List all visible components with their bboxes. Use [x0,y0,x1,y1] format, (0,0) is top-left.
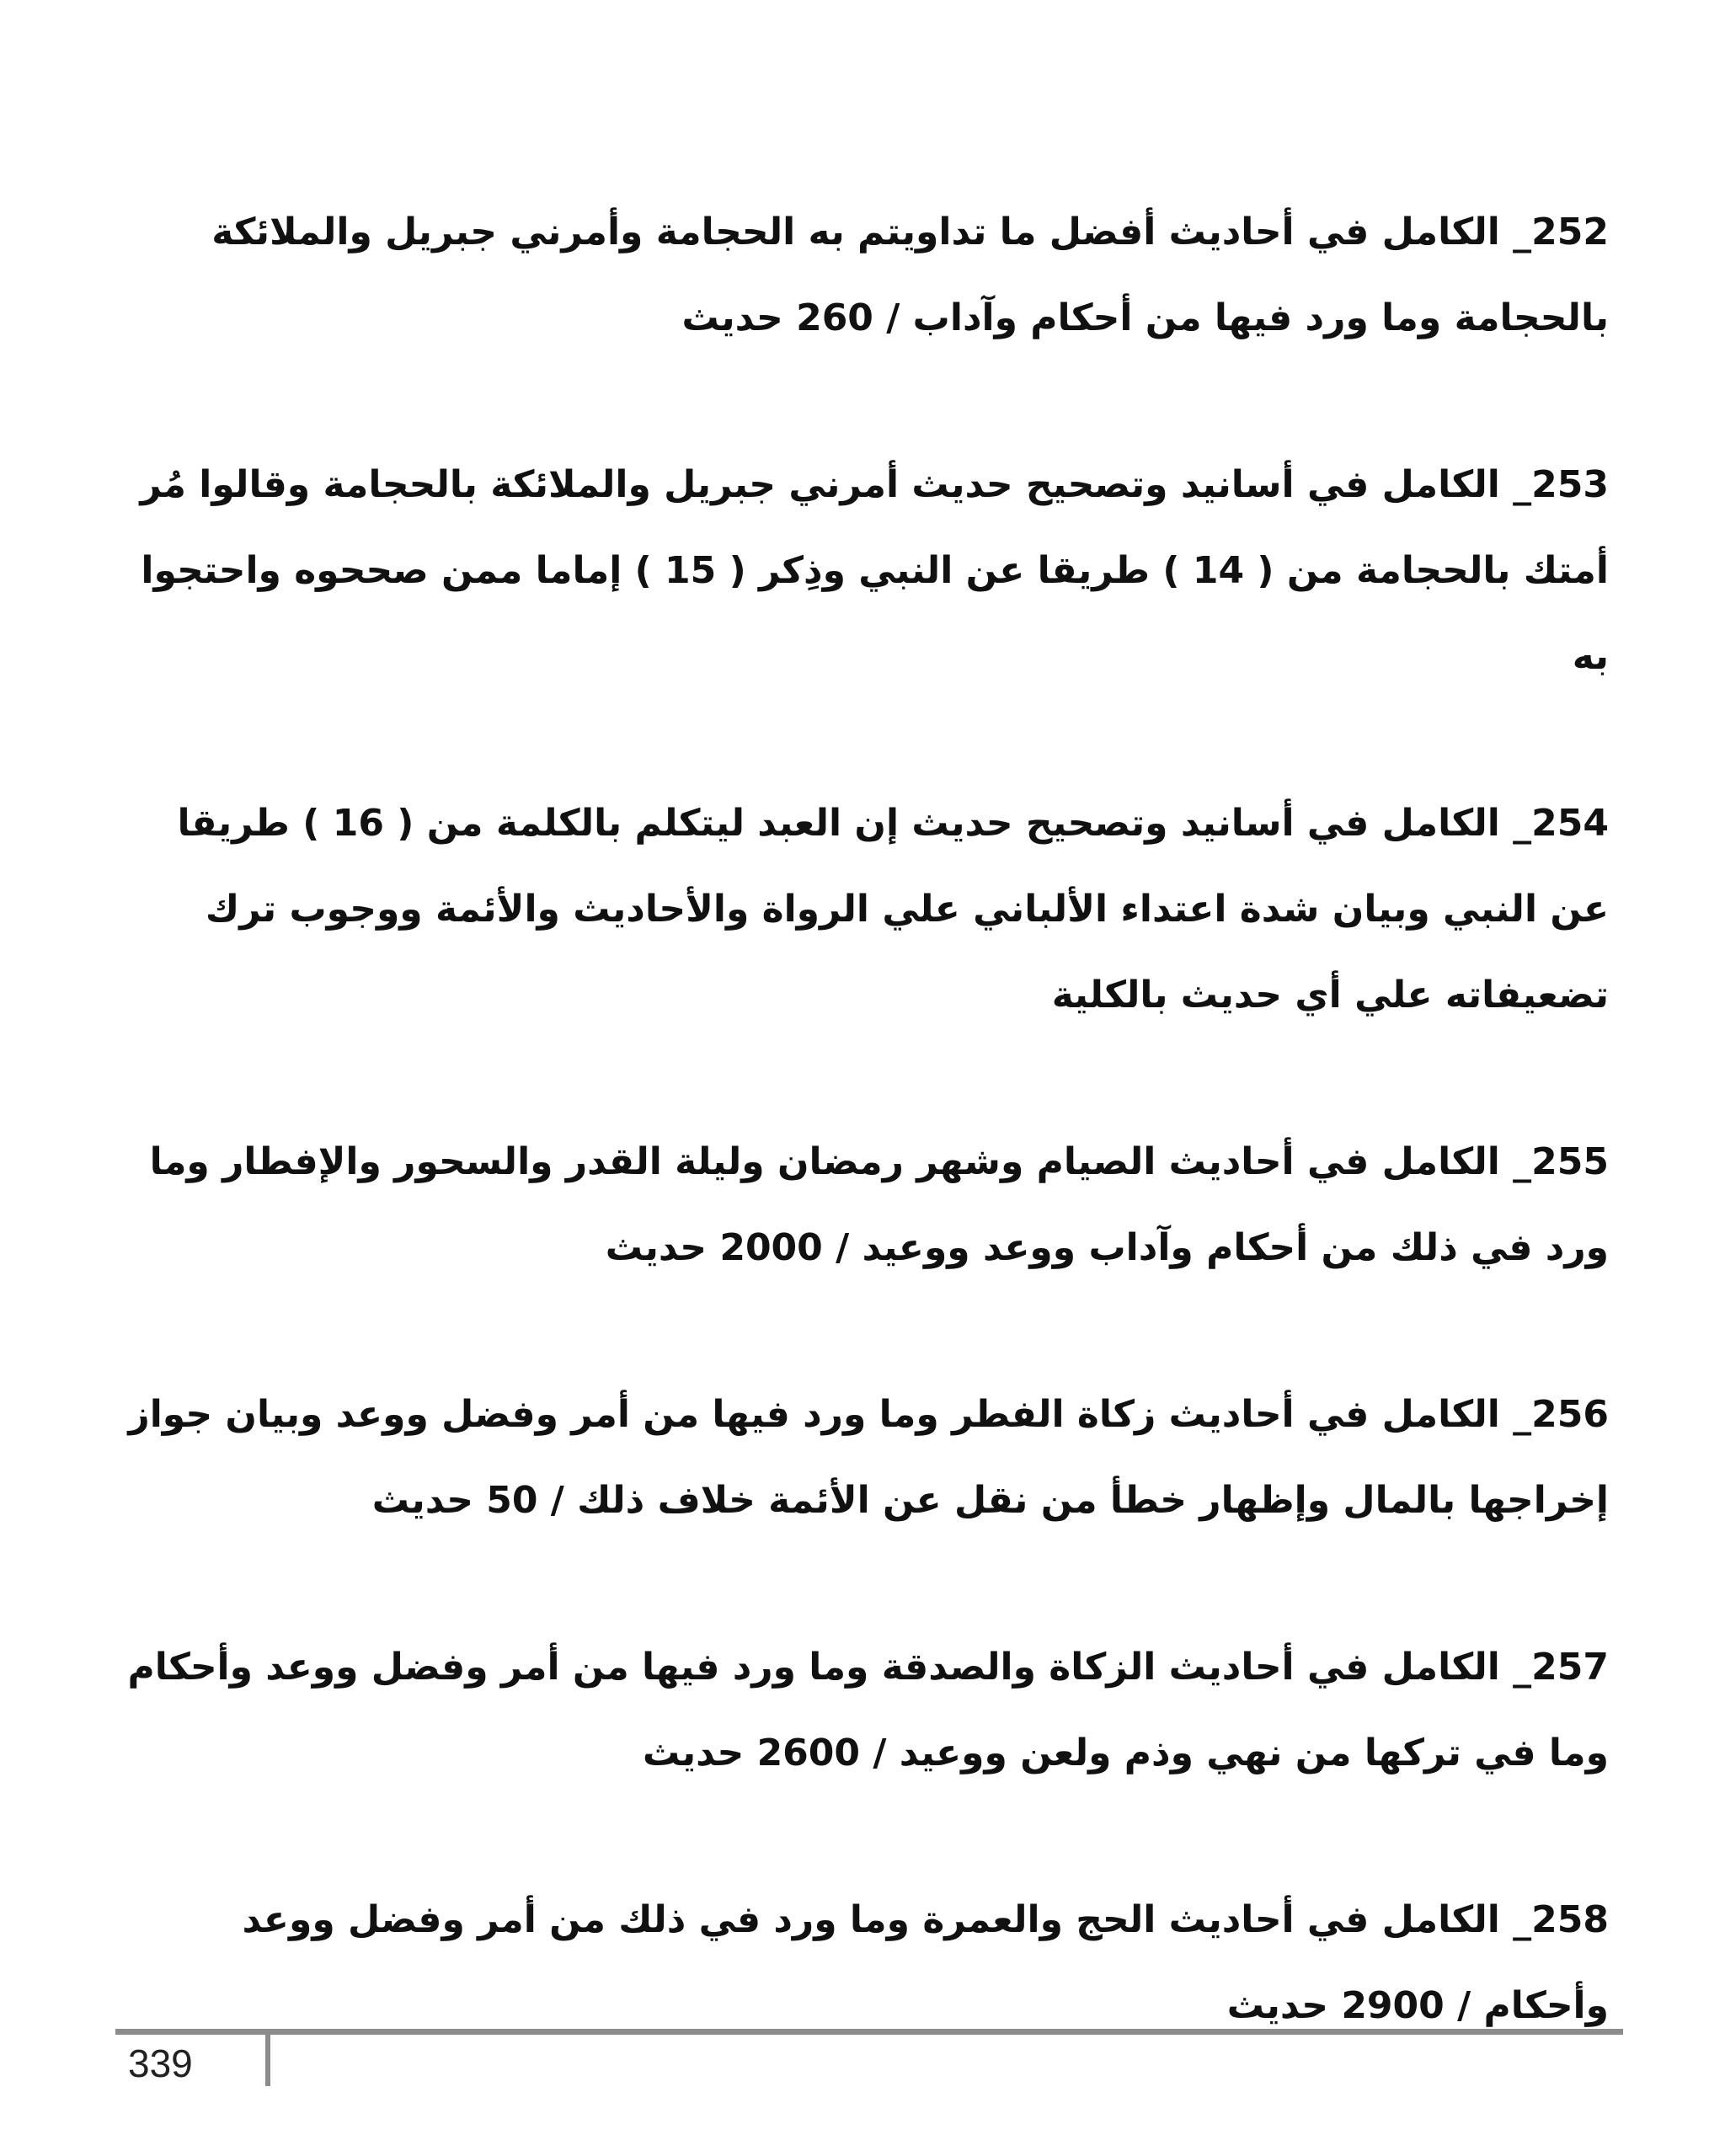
footer-tick-divider [265,2029,270,2086]
list-item: 254_ الكامل في أسانيد وتصحيح حديث إن العبد ليتكلم بالكلمة من ( 16 ) طريقا عن النبي وبيان شدة اعتداء الألباني علي الرواة والأحاديث والأئمة ووجوب ترك تضعيفاته علي أي حديث بالكلية [177,802,1609,1017]
book-list [126,189,1609,2130]
footer-divider [115,2029,1623,2035]
list-item: 257_ الكامل في أحاديث الزكاة والصدقة وما ورد فيها من أمر وفضل ووعد وأحكام وما في تركها من نهي وذم ولعن ووعيد / 2600 حديث [127,1646,1609,1774]
list-item: 252_ الكامل في أحاديث أفضل ما تداويتم به الحجامة وأمرني جبريل والملائكة بالحجامة وما ورد فيها من أحكام وآداب / 260 حديث [211,211,1609,339]
list-item: 255_ الكامل في أحاديث الصيام وشهر رمضان وليلة القدر والسحور والإفطار وما ورد في ذلك من أحكام وآداب ووعد ووعيد / 2000 حديث [149,1140,1609,1269]
list-item: 258_ الكامل في أحاديث الحج والعمرة وما ورد في ذلك من أمر وفضل ووعد وأحكام / 2900 حديث [242,1898,1609,2027]
list-item: 253_ الكامل في أسانيد وتصحيح حديث أمرني جبريل والملائكة بالحجامة وقالوا مُر أمتك بالحجامة من ( 14 ) طريقا عن النبي وذِكر ( 15 ) إماما ممن صححوه واحتجوا به [140,463,1609,678]
list-item: 256_ الكامل في أحاديث زكاة الفطر وما ورد فيها من أمر وفضل ووعد وبيان جواز إخراجها بالمال وإظهار خطأ من نقل عن الأئمة خلاف ذلك / 50 حديث [128,1393,1609,1522]
page-number: 339 [128,2041,193,2085]
